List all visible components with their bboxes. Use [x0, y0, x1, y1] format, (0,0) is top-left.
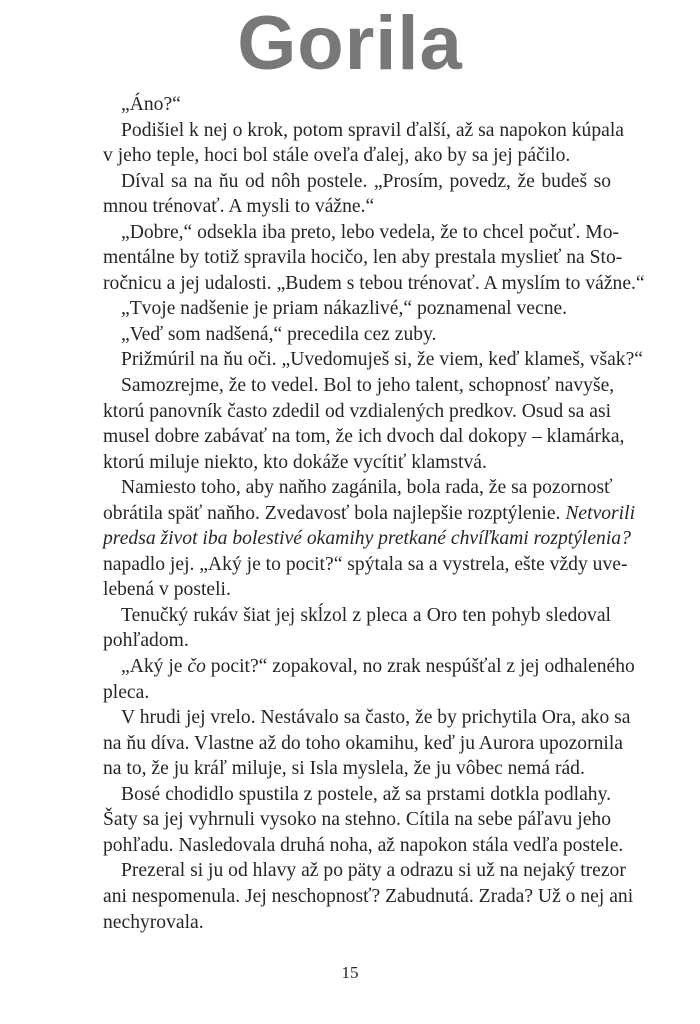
- text-line: [103, 628, 611, 654]
- text-segment: pocit?“ zopakoval, no zrak nespúšťal z jej odhaleného: [205, 656, 635, 678]
- text-line: [103, 756, 611, 782]
- text-segment: „Aký je: [121, 656, 188, 678]
- text-line: [103, 910, 611, 936]
- text-segment: V hrudi jej vrelo. Nestávalo sa často, že by prichytila Ora, ako sa: [121, 707, 631, 729]
- text-line: [103, 552, 628, 578]
- text-segment: Samozrejme, že to vedel. Bol to jeho talent, schopnosť navyše,: [121, 375, 615, 397]
- text-line: [103, 322, 611, 348]
- italic-text: predsa život iba bolestivé okamihy pretkané chvíľkami rozptýlenia?: [103, 528, 631, 550]
- text-segment: pohľadom.: [103, 630, 189, 652]
- text-line: [103, 399, 611, 425]
- text-segment: pohľadu. Nasledovala druhá noha, až napokon stála vedľa postele.: [103, 834, 624, 856]
- text-line: [103, 475, 611, 501]
- text-line: [103, 858, 626, 884]
- text-segment: Šaty sa jej vyhrnuli vysoko na stehno. Cítila na sebe páľavu jeho: [103, 809, 611, 831]
- text-line: [103, 271, 645, 297]
- text-line: [103, 731, 623, 757]
- text-line: [103, 526, 631, 552]
- text-segment: „Veď som nadšená,“ precedila cez zuby.: [121, 323, 437, 345]
- text-line: [103, 603, 611, 629]
- text-line: [103, 194, 611, 220]
- text-segment: obrátila späť naňho. Zvedavosť bola najlepšie rozptýlenie.: [103, 502, 566, 524]
- text-segment: mentálne by totiž spravila hocičo, len aby prestala myslieť na Sto-: [103, 247, 623, 269]
- text-line: [103, 450, 611, 476]
- text-segment: na ňu díva. Vlastne až do toho okamihu, keď ju Aurora upozornila: [103, 732, 623, 754]
- text-line: [103, 245, 623, 271]
- text-segment: „Tvoje nadšenie je priam nákazlivé,“ poznamenal vecne.: [121, 298, 568, 320]
- text-line: [103, 577, 611, 603]
- text-line: [103, 92, 611, 118]
- text-segment: Tenučký rukáv šiat jej skĺzol z pleca a Oro ten pohyb sledoval: [121, 604, 611, 626]
- body-text: [103, 92, 645, 935]
- text-segment: musel dobre zabávať na tom, že ich dvoch dal dokopy – klamárka,: [103, 426, 625, 448]
- text-segment: „Dobre,“ odsekla iba preto, lebo vedela, že to chcel počuť. Mo-: [121, 221, 620, 243]
- text-line: [103, 347, 643, 373]
- text-segment: lebená v posteli.: [103, 579, 231, 601]
- italic-text: Netvorili: [565, 502, 636, 524]
- text-line: [103, 373, 615, 399]
- text-line: [103, 296, 611, 322]
- text-line: [103, 118, 624, 144]
- text-line: [103, 654, 635, 680]
- text-line: [103, 705, 631, 731]
- text-segment: napadlo jej. „Aký je to pocit?“ spýtala sa a vystrela, ešte vždy uve-: [103, 553, 628, 575]
- text-line: [103, 143, 611, 169]
- text-segment: Prezeral si ju od hlavy až po päty a odrazu si už na nejaký trezor: [121, 860, 626, 882]
- text-segment: ani nespomenula. Jej neschopnosť? Zabudnutá. Zrada? Už o nej ani: [103, 885, 634, 907]
- text-line: [103, 501, 636, 527]
- text-segment: Namiesto toho, aby naňho zagánila, bola rada, že sa pozornosť: [121, 477, 613, 499]
- text-segment: ktorú miluje niekto, kto dokáže vycítiť klamstvá.: [103, 451, 487, 473]
- text-segment: v jeho teple, hoci bol stále oveľa ďalej, ako by sa jej páčilo.: [103, 145, 571, 167]
- text-segment: na to, že ju kráľ miluje, si Isla myslela, že ju vôbec nemá rád.: [103, 758, 585, 780]
- text-line: [103, 169, 611, 195]
- text-segment: Prižmúril na ňu oči. „Uvedomuješ si, že viem, keď klameš, však?“: [121, 349, 643, 371]
- text-line: [103, 220, 620, 246]
- text-segment: mnou trénovať. A mysli to vážne.“: [103, 196, 375, 218]
- text-line: [103, 782, 611, 808]
- text-segment: nechyrovala.: [103, 911, 204, 933]
- text-segment: „Áno?“: [121, 94, 181, 115]
- text-line: [103, 833, 624, 859]
- text-segment: Podišiel k nej o krok, potom spravil ďalší, až sa napokon kúpala: [121, 119, 624, 141]
- text-segment: ktorú panovník často zdedil od vzdialených predkov. Osud sa asi: [103, 400, 612, 422]
- text-segment: pleca.: [103, 681, 150, 703]
- italic-text: čo: [187, 656, 206, 678]
- page-number: 15: [341, 963, 359, 982]
- text-line: [103, 884, 634, 910]
- text-line: [103, 680, 611, 706]
- watermark-logo: Gorila: [237, 1, 463, 86]
- text-line: [103, 424, 625, 450]
- text-segment: Díval sa na ňu od nôh postele. „Prosím, povedz, že budeš so: [121, 170, 611, 192]
- text-segment: Bosé chodidlo spustila z postele, až sa prstami dotkla podlahy.: [121, 783, 611, 805]
- text-line: [103, 807, 611, 833]
- text-segment: ročnicu a jej udalosti. „Budem s tebou trénovať. A myslím to vážne.“: [103, 272, 645, 294]
